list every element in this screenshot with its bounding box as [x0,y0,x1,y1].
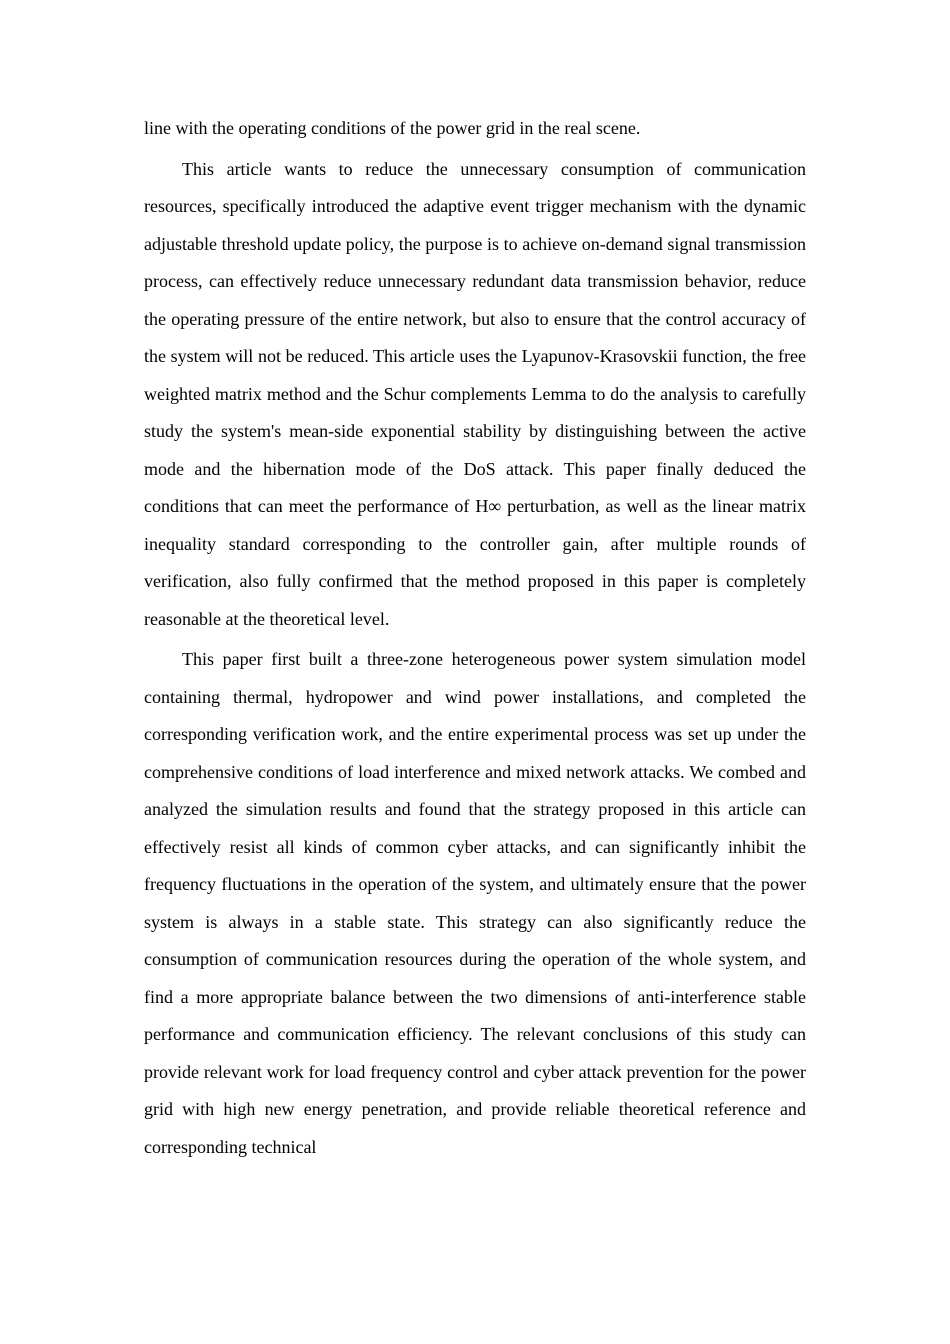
paragraph-method: This article wants to reduce the unnecessary consumption of communication resources, specifically introduced the adaptive event trigger mechanism with the dynamic adjustable threshold update policy, the purpose is to achieve on-demand signal transmission process, can effectively reduce unnecessary redundant data transmission behavior, reduce the operating pressure of the entire network, but also to ensure that the control accuracy of the system will not be reduced. This article uses the Lyapunov-Krasovskii function, the free weighted matrix method and the Schur complements Lemma to do the analysis to carefully study the system's mean-side exponential stability by distinguishing between the active mode and the hibernation mode of the DoS attack. This paper finally deduced the conditions that can meet the performance of H∞ perturbation, as well as the linear matrix inequality standard corresponding to the controller gain, after multiple rounds of verification, also fully confirmed that the method proposed in this paper is completely reasonable at the theoretical level. [144,158,806,629]
body-text [144,110,806,1169]
paragraph-continuation: line with the operating conditions of the power grid in the real scene. [144,118,641,138]
paragraph-simulation: This paper first built a three-zone heterogeneous power system simulation model containing thermal, hydropower and wind power installations, and completed the corresponding verification work, and the entire experimental process was set up under the comprehensive conditions of load interference and mixed network attacks. We combed and analyzed the simulation results and found that the strategy proposed in this article can effectively resist all kinds of common cyber attacks, and can significantly inhibit the frequency fluctuations in the operation of the system, and ultimately ensure that the power system is always in a stable state. This strategy can also significantly reduce the consumption of communication resources during the operation of the whole system, and find a more appropriate balance between the two dimensions of anti-interference stable performance and communication efficiency. The relevant conclusions of this study can provide relevant work for load frequency control and cyber attack prevention for the power grid with high new energy penetration, and provide reliable theoretical reference and corresponding technical [144,649,806,1157]
